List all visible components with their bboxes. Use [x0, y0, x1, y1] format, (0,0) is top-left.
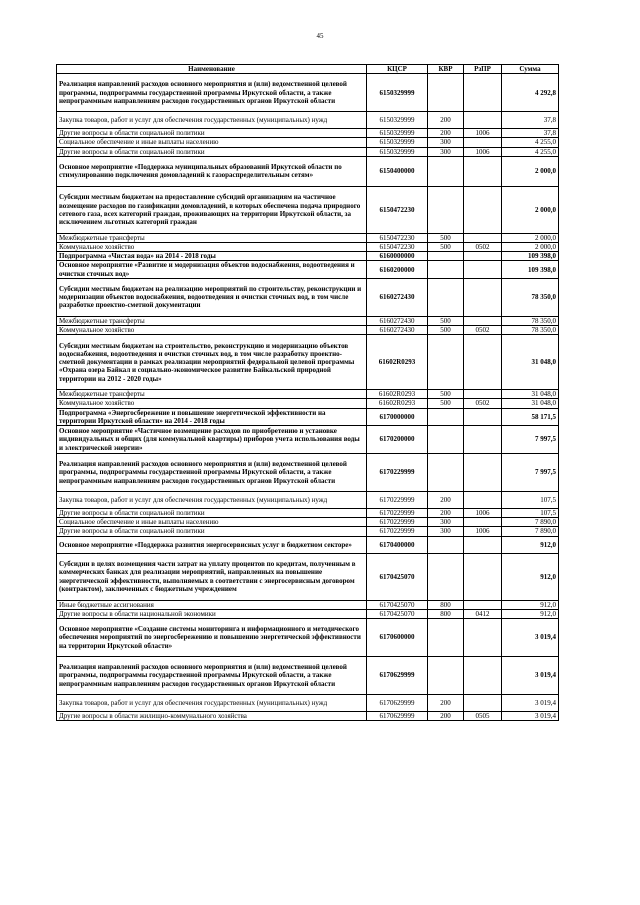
row-name-cell: Субсидии в целях возмещения части затрат на уплату процентов по кредитам, полученным в коммерческих банках для реализации мероприятий, направленных на повышение энергетической эффективности, выполняемых в соответствии с энергосервисным договором (контрактом), заключенных с бюджетным учреждением	[57, 553, 367, 600]
row-name-cell: Закупка товаров, работ и услуг для обеспечения государственных (муниципальных) нужд	[57, 695, 367, 712]
header-row	[57, 65, 559, 74]
row-code-cell: 6160272430	[367, 278, 428, 316]
table-row	[57, 695, 559, 712]
table-row	[57, 619, 559, 657]
row-code-cell: 6150329999	[367, 138, 428, 147]
table-row	[57, 390, 559, 399]
row-kvr-cell	[428, 657, 464, 695]
row-name-cell: Подпрограмма «Энергосбережение и повышение энергетической эффективности на территории Иркутской области» на 2014 - 2018 годы	[57, 408, 367, 425]
table-row	[57, 399, 559, 408]
row-kvr-cell	[428, 454, 464, 492]
header-rzpr: РзПР	[464, 65, 502, 74]
row-code-cell: 6150472230	[367, 243, 428, 252]
row-name-cell: Основное мероприятие «Развитие и модернизация объектов водоснабжения, водоотведения и очистки сточных вод»	[57, 261, 367, 278]
row-sum-cell: 4 255,0	[502, 147, 559, 156]
row-sum-cell: 109 398,0	[502, 252, 559, 261]
table-row	[57, 518, 559, 527]
table-row	[57, 261, 559, 278]
row-rzpr-cell	[464, 74, 502, 112]
row-kvr-cell: 500	[428, 243, 464, 252]
row-sum-cell: 31 048,0	[502, 399, 559, 408]
row-name-cell: Основное мероприятие «Поддержка муниципальных образований Иркутской области по стимулированию подключения домовладений к газораспределительным сетям»	[57, 156, 367, 186]
row-sum-cell: 78 350,0	[502, 326, 559, 335]
row-sum-cell: 2 000,0	[502, 233, 559, 242]
table-row	[57, 609, 559, 618]
row-kvr-cell: 300	[428, 527, 464, 536]
row-kvr-cell	[428, 252, 464, 261]
row-code-cell: 6170425070	[367, 600, 428, 609]
row-name-cell: Основное мероприятие «Создание системы мониторинга и информационного и методического обеспечения мероприятий по энергосбережению и повышению энергетической эффективности на территории Иркутской области»	[57, 619, 367, 657]
row-rzpr-cell	[464, 335, 502, 390]
table-row	[57, 186, 559, 233]
row-sum-cell: 4 292,8	[502, 74, 559, 112]
row-kvr-cell: 200	[428, 112, 464, 129]
row-name-cell: Субсидии местным бюджетам на реализацию мероприятий по строительству, реконструкции и модернизации объектов водоснабжения, водоотведения и очистки сточных вод, в том числе разработке проектно-сметной документации	[57, 278, 367, 316]
row-name-cell: Социальное обеспечение и иные выплаты населению	[57, 518, 367, 527]
row-kvr-cell: 800	[428, 600, 464, 609]
table-row	[57, 536, 559, 553]
row-sum-cell: 3 019,4	[502, 657, 559, 695]
row-rzpr-cell: 1006	[464, 147, 502, 156]
row-sum-cell: 912,0	[502, 609, 559, 618]
row-code-cell: 6150329999	[367, 112, 428, 129]
row-name-cell: Межбюджетные трансферты	[57, 316, 367, 325]
table-row	[57, 316, 559, 325]
row-name-cell: Межбюджетные трансферты	[57, 390, 367, 399]
row-sum-cell: 912,0	[502, 536, 559, 553]
row-rzpr-cell	[464, 600, 502, 609]
row-code-cell: 61602R0293	[367, 399, 428, 408]
row-kvr-cell: 500	[428, 390, 464, 399]
table-row	[57, 233, 559, 242]
row-name-cell: Коммунальное хозяйство	[57, 243, 367, 252]
row-kvr-cell	[428, 536, 464, 553]
table-row	[57, 600, 559, 609]
row-kvr-cell	[428, 74, 464, 112]
row-kvr-cell	[428, 261, 464, 278]
row-kvr-cell: 200	[428, 712, 464, 721]
row-sum-cell: 4 255,0	[502, 138, 559, 147]
row-code-cell: 6150329999	[367, 147, 428, 156]
row-rzpr-cell	[464, 186, 502, 233]
row-code-cell: 6170400000	[367, 536, 428, 553]
row-sum-cell: 109 398,0	[502, 261, 559, 278]
table-row	[57, 527, 559, 536]
row-rzpr-cell: 0502	[464, 326, 502, 335]
row-sum-cell: 7 997,5	[502, 426, 559, 454]
row-rzpr-cell: 0505	[464, 712, 502, 721]
table-row	[57, 657, 559, 695]
row-kvr-cell	[428, 408, 464, 425]
row-sum-cell: 31 048,0	[502, 390, 559, 399]
header-kvr: КВР	[428, 65, 464, 74]
table-row	[57, 408, 559, 425]
table-row	[57, 326, 559, 335]
row-rzpr-cell: 1006	[464, 509, 502, 518]
row-code-cell: 6170229999	[367, 518, 428, 527]
row-name-cell: Субсидии местным бюджетам на предоставление субсидий организациям на частичное возмещение расходов по газификации домовладений, в которых обеспечена подача природного сетевого газа, всех категорий граждан, проживающих на территории Иркутской области, за исключением льготных категорий граждан	[57, 186, 367, 233]
row-kvr-cell	[428, 156, 464, 186]
table-row	[57, 509, 559, 518]
table-row	[57, 553, 559, 600]
row-sum-cell: 107,5	[502, 509, 559, 518]
row-sum-cell: 7 997,5	[502, 454, 559, 492]
row-sum-cell: 912,0	[502, 600, 559, 609]
row-code-cell: 6150329999	[367, 129, 428, 138]
row-code-cell: 6170629999	[367, 712, 428, 721]
table-header	[57, 65, 559, 74]
row-name-cell: Другие вопросы в области жилищно-коммунального хозяйства	[57, 712, 367, 721]
row-rzpr-cell	[464, 454, 502, 492]
row-name-cell: Закупка товаров, работ и услуг для обеспечения государственных (муниципальных) нужд	[57, 492, 367, 509]
page-number: 45	[316, 32, 324, 40]
header-code: КЦСР	[367, 65, 428, 74]
row-name-cell: Реализация направлений расходов основного мероприятия и (или) ведомственной целевой программы, подпрограммы государственной программы Иркутской области, а также непрограммным направлениям расходов государственных органов Иркутской области	[57, 454, 367, 492]
row-code-cell: 6170229999	[367, 509, 428, 518]
row-rzpr-cell	[464, 426, 502, 454]
row-sum-cell: 37,8	[502, 129, 559, 138]
row-kvr-cell	[428, 426, 464, 454]
table-row	[57, 278, 559, 316]
row-kvr-cell	[428, 186, 464, 233]
table-row	[57, 492, 559, 509]
table-row	[57, 243, 559, 252]
budget-table	[56, 64, 559, 721]
row-name-cell: Основное мероприятие «Поддержка развития энергосервисных услуг в бюджетном секторе»	[57, 536, 367, 553]
table-row	[57, 74, 559, 112]
table-row	[57, 454, 559, 492]
row-code-cell: 6170000000	[367, 408, 428, 425]
row-rzpr-cell	[464, 619, 502, 657]
row-code-cell: 6170200000	[367, 426, 428, 454]
row-rzpr-cell: 0412	[464, 609, 502, 618]
table-row	[57, 129, 559, 138]
row-code-cell: 6170229999	[367, 492, 428, 509]
row-name-cell: Другие вопросы в области социальной политики	[57, 527, 367, 536]
row-rzpr-cell	[464, 261, 502, 278]
row-rzpr-cell	[464, 553, 502, 600]
row-kvr-cell: 800	[428, 609, 464, 618]
header-name: Наименование	[57, 65, 367, 74]
row-code-cell: 6170600000	[367, 619, 428, 657]
header-sum: Сумма	[502, 65, 559, 74]
row-rzpr-cell	[464, 278, 502, 316]
row-code-cell: 6160272430	[367, 326, 428, 335]
row-sum-cell: 2 000,0	[502, 243, 559, 252]
row-name-cell: Основное мероприятие «Частичное возмещение расходов по приобретению и установке индивидуальных и общих (для коммунальной квартиры) приборов учета использования воды и электрической энергии»	[57, 426, 367, 454]
row-rzpr-cell	[464, 156, 502, 186]
row-kvr-cell	[428, 553, 464, 600]
row-sum-cell: 37,8	[502, 112, 559, 129]
table-row	[57, 712, 559, 721]
table-row	[57, 112, 559, 129]
row-code-cell: 6150472230	[367, 233, 428, 242]
row-kvr-cell	[428, 278, 464, 316]
row-code-cell: 6170229999	[367, 527, 428, 536]
row-rzpr-cell: 1006	[464, 527, 502, 536]
table-row	[57, 138, 559, 147]
row-code-cell: 6150329999	[367, 74, 428, 112]
row-kvr-cell: 200	[428, 492, 464, 509]
row-code-cell: 6160272430	[367, 316, 428, 325]
row-rzpr-cell	[464, 695, 502, 712]
row-kvr-cell	[428, 619, 464, 657]
row-sum-cell: 107,5	[502, 492, 559, 509]
row-kvr-cell: 200	[428, 129, 464, 138]
row-sum-cell: 3 019,4	[502, 695, 559, 712]
row-kvr-cell: 300	[428, 147, 464, 156]
row-rzpr-cell	[464, 390, 502, 399]
row-name-cell: Другие вопросы в области социальной политики	[57, 129, 367, 138]
row-code-cell: 6170629999	[367, 657, 428, 695]
row-code-cell: 6170425070	[367, 553, 428, 600]
row-rzpr-cell: 1006	[464, 129, 502, 138]
row-name-cell: Другие вопросы в области социальной политики	[57, 509, 367, 518]
row-sum-cell: 58 171,5	[502, 408, 559, 425]
row-code-cell: 6170425070	[367, 609, 428, 618]
row-kvr-cell	[428, 335, 464, 390]
row-name-cell: Реализация направлений расходов основного мероприятия и (или) ведомственной целевой программы, подпрограммы государственной программы Иркутской области, а также непрограммным направлениям расходов государственных органов Иркутской области	[57, 74, 367, 112]
row-code-cell: 6170629999	[367, 695, 428, 712]
row-name-cell: Подпрограмма «Чистая вода» на 2014 - 2018 годы	[57, 252, 367, 261]
table-row	[57, 156, 559, 186]
row-name-cell: Другие вопросы в области социальной политики	[57, 147, 367, 156]
row-rzpr-cell	[464, 492, 502, 509]
row-sum-cell: 78 350,0	[502, 316, 559, 325]
row-name-cell: Межбюджетные трансферты	[57, 233, 367, 242]
row-rzpr-cell	[464, 536, 502, 553]
row-rzpr-cell: 0502	[464, 399, 502, 408]
row-name-cell: Реализация направлений расходов основного мероприятия и (или) ведомственной целевой программы, подпрограммы государственной программы Иркутской области, а также непрограммным направлениям расходов государственных органов Иркутской области	[57, 657, 367, 695]
row-rzpr-cell	[464, 408, 502, 425]
row-kvr-cell: 500	[428, 233, 464, 242]
table-row	[57, 147, 559, 156]
row-rzpr-cell: 0502	[464, 243, 502, 252]
row-name-cell: Коммунальное хозяйство	[57, 326, 367, 335]
row-name-cell: Закупка товаров, работ и услуг для обеспечения государственных (муниципальных) нужд	[57, 112, 367, 129]
row-sum-cell: 78 350,0	[502, 278, 559, 316]
row-kvr-cell: 200	[428, 695, 464, 712]
row-kvr-cell: 500	[428, 316, 464, 325]
row-code-cell: 6150472230	[367, 186, 428, 233]
row-rzpr-cell	[464, 112, 502, 129]
row-name-cell: Коммунальное хозяйство	[57, 399, 367, 408]
row-code-cell: 6170229999	[367, 454, 428, 492]
row-kvr-cell: 500	[428, 326, 464, 335]
table-row	[57, 252, 559, 261]
row-name-cell: Субсидии местным бюджетам на строительство, реконструкцию и модернизацию объектов водоснабжения, водоотведения и очистки сточных вод, в том числе разработку проектно-сметной документации в рамках реализации мероприятий федеральной целевой программы «Охрана озера Байкал и социально-экономическое развитие Байкальской природной территории на 2012 - 2020 годы»	[57, 335, 367, 390]
row-rzpr-cell	[464, 252, 502, 261]
row-code-cell: 6150400000	[367, 156, 428, 186]
row-rzpr-cell	[464, 233, 502, 242]
table-row	[57, 426, 559, 454]
row-kvr-cell: 200	[428, 509, 464, 518]
row-rzpr-cell	[464, 518, 502, 527]
row-code-cell: 61602R0293	[367, 335, 428, 390]
row-kvr-cell: 300	[428, 518, 464, 527]
row-name-cell: Другие вопросы в области национальной экономики	[57, 609, 367, 618]
row-rzpr-cell	[464, 316, 502, 325]
row-rzpr-cell	[464, 657, 502, 695]
row-sum-cell: 3 019,4	[502, 712, 559, 721]
row-sum-cell: 2 000,0	[502, 156, 559, 186]
row-kvr-cell: 500	[428, 399, 464, 408]
table-row	[57, 335, 559, 390]
row-sum-cell: 3 019,4	[502, 619, 559, 657]
row-code-cell: 6160200000	[367, 261, 428, 278]
row-sum-cell: 7 890,0	[502, 527, 559, 536]
row-name-cell: Социальное обеспечение и иные выплаты населению	[57, 138, 367, 147]
row-sum-cell: 31 048,0	[502, 335, 559, 390]
row-code-cell: 6160000000	[367, 252, 428, 261]
row-code-cell: 61602R0293	[367, 390, 428, 399]
row-sum-cell: 2 000,0	[502, 186, 559, 233]
row-rzpr-cell	[464, 138, 502, 147]
row-name-cell: Иные бюджетные ассигнования	[57, 600, 367, 609]
row-sum-cell: 912,0	[502, 553, 559, 600]
table-body	[57, 74, 559, 721]
row-sum-cell: 7 890,0	[502, 518, 559, 527]
row-kvr-cell: 300	[428, 138, 464, 147]
